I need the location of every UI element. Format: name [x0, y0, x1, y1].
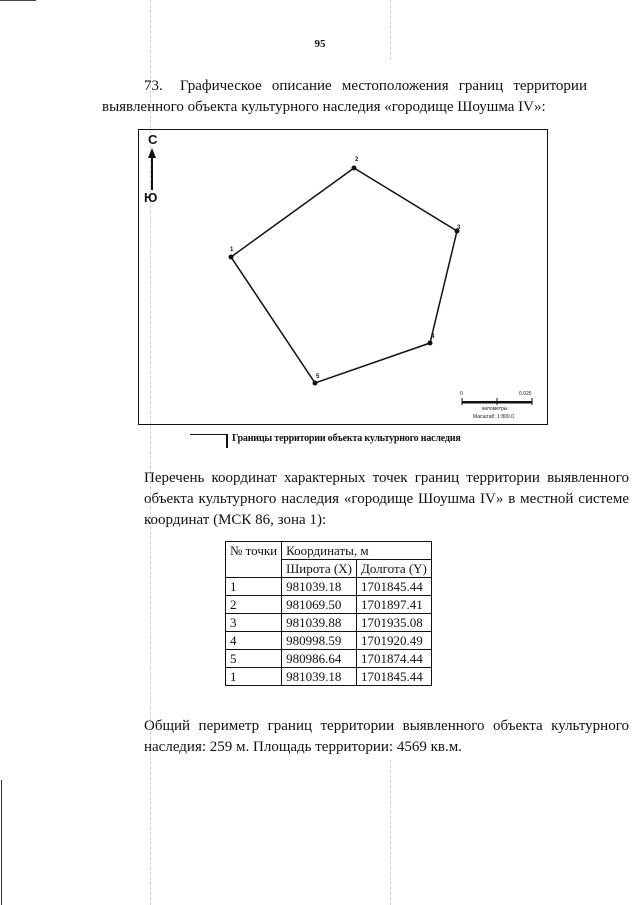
cell-x: 981069.50	[282, 596, 357, 614]
cell-point: 1	[226, 668, 282, 686]
header-point: № точки	[226, 542, 282, 578]
legend-bar-icon	[226, 434, 228, 448]
coords-intro: Перечень координат характерных точек границ территории выявленного объекта культурного наследия «городище Шоушма IV» в местной системе координат (МСК 86, зона 1):	[144, 470, 629, 528]
boundary-point	[313, 381, 318, 386]
table-row	[226, 578, 432, 596]
scale-unit: километры	[482, 406, 508, 412]
cell-y: 1701845.44	[356, 668, 431, 686]
cell-x: 981039.18	[282, 668, 357, 686]
south-label: Ю	[144, 190, 158, 205]
cell-y: 1701874.44	[356, 650, 431, 668]
coordinates-table	[225, 541, 432, 686]
section-text: Графическое описание местоположения границ территории выявленного объекта культурного наследия «городище Шоушма IV»:	[102, 78, 587, 115]
page-number: 95	[314, 38, 326, 50]
cell-y: 1701920.49	[356, 632, 431, 650]
section-heading	[102, 76, 587, 118]
summary-text: Общий периметр границ территории выявленного объекта культурного наследия: 259 м. Площадь территории: 4569 кв.м.	[144, 718, 629, 755]
table-row	[226, 614, 432, 632]
scan-artifact-top	[0, 0, 36, 1]
table-header-row	[226, 542, 432, 560]
point-label: 3	[457, 225, 461, 231]
header-coords: Координаты, м	[282, 542, 432, 560]
north-arrow-icon	[148, 148, 156, 190]
legend-line-icon	[190, 434, 226, 435]
boundary-point	[229, 255, 234, 260]
boundary-point	[428, 341, 433, 346]
point-label: 1	[230, 247, 234, 253]
cell-y: 1701845.44	[356, 578, 431, 596]
scale-start: 0	[460, 391, 463, 397]
cell-point: 4	[226, 632, 282, 650]
cell-x: 980998.59	[282, 632, 357, 650]
cell-point: 2	[226, 596, 282, 614]
header-y: Долгота (Y)	[356, 560, 431, 578]
table-row	[226, 668, 432, 686]
scale-ratio: Масштаб: 1:800.0	[473, 414, 514, 420]
cell-point: 3	[226, 614, 282, 632]
cell-point: 5	[226, 650, 282, 668]
section-number: 73.	[144, 78, 163, 94]
cell-x: 981039.88	[282, 614, 357, 632]
table-row	[226, 650, 432, 668]
header-x: Широта (X)	[282, 560, 357, 578]
table-row	[226, 632, 432, 650]
scan-artifact-dash	[390, 760, 392, 905]
boundary-map-svg	[139, 130, 549, 426]
north-label: С	[148, 132, 158, 147]
scan-artifact-dash	[390, 0, 392, 60]
table-row	[226, 596, 432, 614]
boundary-map	[138, 129, 548, 425]
scale-bar	[462, 398, 532, 405]
point-label: 2	[355, 157, 359, 163]
cell-y: 1701935.08	[356, 614, 431, 632]
cell-x: 981039.18	[282, 578, 357, 596]
boundary-polygon	[231, 168, 457, 383]
scan-artifact-left	[1, 780, 2, 905]
cell-y: 1701897.41	[356, 596, 431, 614]
cell-x: 980986.64	[282, 650, 357, 668]
point-label: 4	[431, 334, 435, 340]
cell-point: 1	[226, 578, 282, 596]
legend-text: Границы территории объекта культурного наследия	[232, 433, 461, 444]
point-label: 5	[316, 374, 320, 380]
boundary-point	[352, 166, 357, 171]
scale-end: 0.025	[519, 391, 532, 397]
